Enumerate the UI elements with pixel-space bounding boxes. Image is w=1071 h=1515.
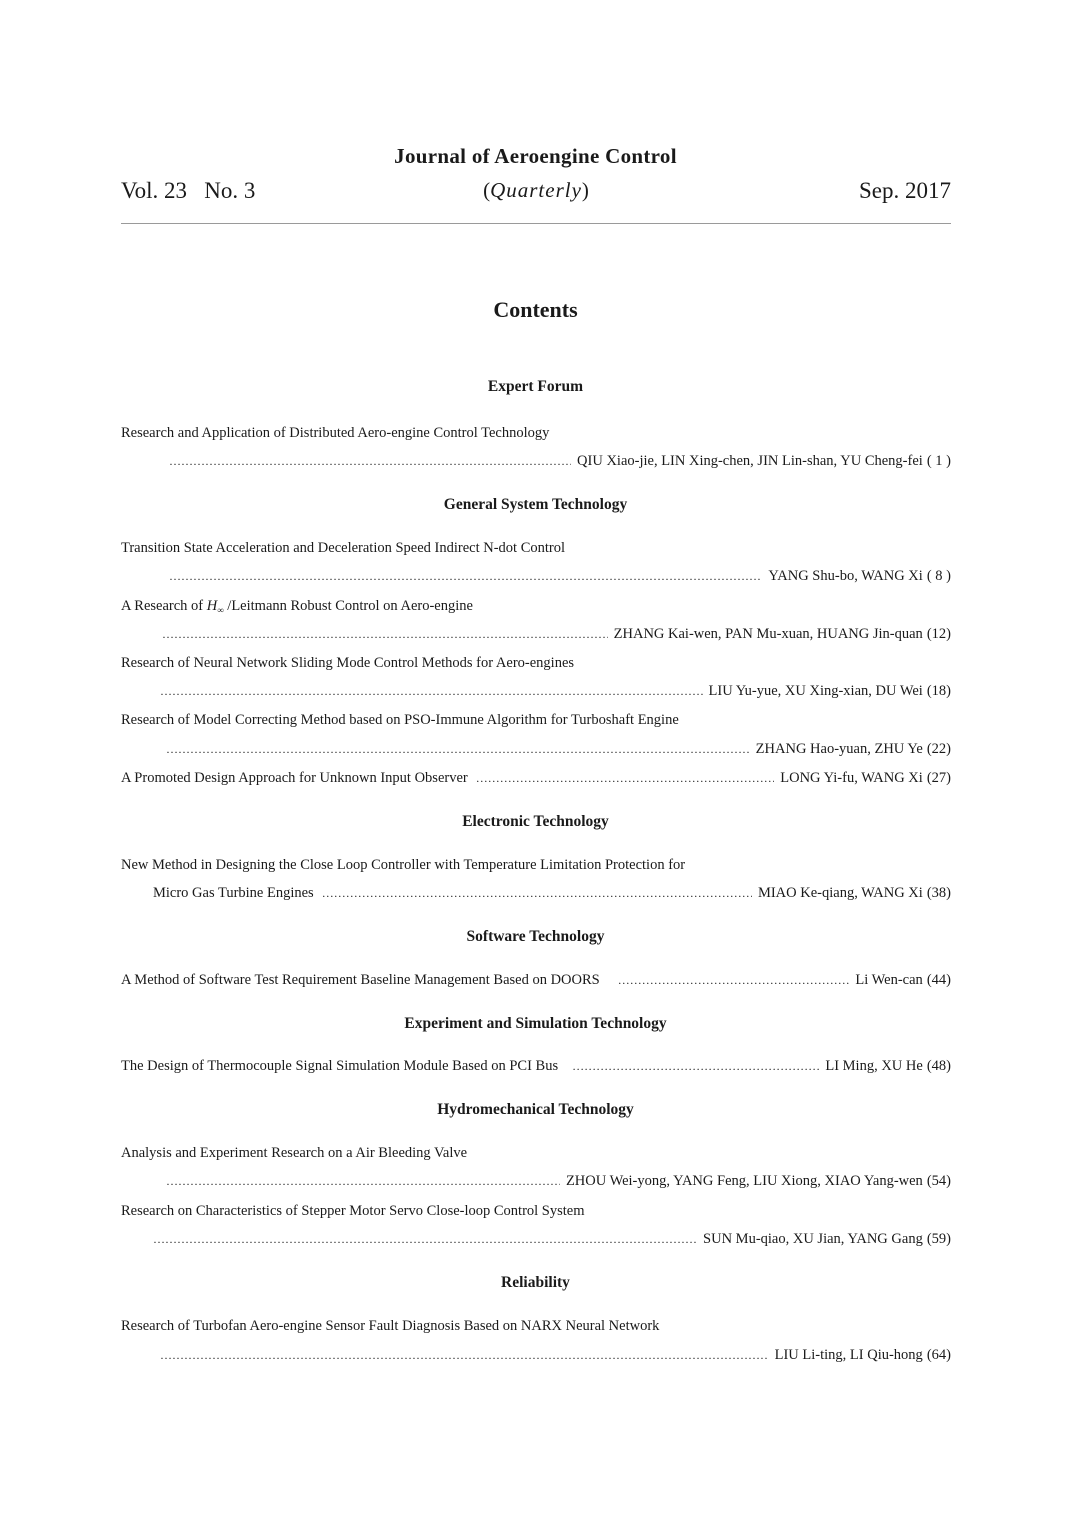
toc-entry[interactable] bbox=[121, 770, 951, 790]
journal-title: Journal of Aeroengine Control bbox=[394, 144, 677, 168]
leader-dots bbox=[166, 742, 750, 757]
page-number: ( 48 ) bbox=[923, 1058, 951, 1075]
leader-dots bbox=[322, 886, 752, 901]
article-authors: LONG Yi-fu, WANG Xi bbox=[780, 770, 923, 786]
frequency-label: Quarterly bbox=[490, 178, 582, 202]
article-authors: ZHANG Kai-wen, PAN Mu-xuan, HUANG Jin-quan bbox=[613, 626, 923, 642]
toc-entry[interactable] bbox=[169, 568, 951, 588]
section-heading: Experiment and Simulation Technology bbox=[404, 1015, 667, 1032]
leader-dots bbox=[160, 1348, 769, 1363]
page-number: ( 18 ) bbox=[923, 683, 951, 700]
article-authors: MIAO Ke-qiang, WANG Xi bbox=[757, 885, 923, 901]
page-number: ( 1 ) bbox=[923, 453, 951, 470]
section-heading: Reliability bbox=[501, 1274, 570, 1291]
toc-entry[interactable] bbox=[166, 741, 951, 761]
page-number: ( 38 ) bbox=[923, 885, 951, 902]
article-title-continued: Micro Gas Turbine Engines bbox=[153, 885, 314, 901]
page-number: ( 54 ) bbox=[923, 1173, 951, 1190]
section-heading: Software Technology bbox=[466, 928, 605, 945]
article-authors: LIU Yu-yue, XU Xing-xian, DU Wei bbox=[708, 683, 923, 699]
page-number: ( 27 ) bbox=[923, 770, 951, 787]
toc-entry[interactable] bbox=[160, 683, 951, 703]
article-title[interactable]: Research of Turbofan Aero-engine Sensor Fault Diagnosis Based on NARX Neural Network bbox=[121, 1318, 660, 1334]
article-title[interactable]: Research of Neural Network Sliding Mode Control Methods for Aero-engines bbox=[121, 655, 575, 671]
title-part: A Research of bbox=[121, 598, 207, 614]
title-part: /Leitmann Robust Control on Aero-engine bbox=[223, 598, 473, 614]
page-number: ( 8 ) bbox=[923, 568, 951, 585]
article-title[interactable]: Analysis and Experiment Research on a Air Bleeding Valve bbox=[121, 1145, 468, 1161]
page-number: ( 64 ) bbox=[923, 1347, 951, 1364]
page-number: ( 59 ) bbox=[923, 1231, 951, 1248]
leader-dots bbox=[162, 627, 608, 642]
issue: No. 3 bbox=[204, 178, 256, 203]
article-authors: LI Ming, XU He bbox=[825, 1058, 923, 1074]
article-title[interactable]: Research of Model Correcting Method based on PSO-Immune Algorithm for Turboshaft Engine bbox=[121, 712, 679, 728]
leader-dots bbox=[572, 1059, 819, 1074]
page-number: ( 44 ) bbox=[923, 972, 951, 989]
leader-dots bbox=[169, 569, 762, 584]
leader-dots bbox=[166, 1174, 560, 1189]
frequency: (Quarterly) bbox=[483, 178, 589, 202]
leader-dots bbox=[476, 771, 775, 786]
issue-date: Sep. 2017 bbox=[859, 178, 951, 203]
article-title[interactable]: Research and Application of Distributed Aero-engine Control Technology bbox=[121, 425, 550, 441]
toc-entry[interactable] bbox=[160, 1347, 951, 1367]
article-title[interactable]: Research on Characteristics of Stepper Motor Servo Close-loop Control System bbox=[121, 1203, 585, 1219]
toc-entry[interactable] bbox=[121, 1058, 951, 1078]
header-rule bbox=[121, 223, 951, 224]
article-authors: ZHANG Hao-yuan, ZHU Ye bbox=[755, 741, 923, 757]
volume: Vol. 23 bbox=[121, 178, 188, 203]
contents-heading: Contents bbox=[493, 297, 578, 322]
toc-entry[interactable] bbox=[166, 1173, 951, 1193]
leader-dots bbox=[169, 454, 571, 469]
leader-dots bbox=[160, 684, 703, 699]
leader-dots bbox=[153, 1232, 697, 1247]
toc-entry[interactable] bbox=[153, 1231, 951, 1251]
page-number: ( 22 ) bbox=[923, 741, 951, 758]
leader-dots bbox=[618, 973, 850, 988]
article-authors: YANG Shu-bo, WANG Xi bbox=[768, 568, 923, 584]
math-symbol: H bbox=[206, 598, 218, 614]
article-authors: Li Wen-can bbox=[855, 972, 923, 988]
page-number: ( 12 ) bbox=[923, 626, 951, 643]
article-title: A Promoted Design Approach for Unknown Input Observer bbox=[121, 770, 468, 786]
article-authors: ZHOU Wei-yong, YANG Feng, LIU Xiong, XIAO Yang-wen bbox=[565, 1173, 923, 1189]
article-authors: LIU Li-ting, LI Qiu-hong bbox=[774, 1347, 923, 1363]
article-title[interactable]: Transition State Acceleration and Deceleration Speed Indirect N-dot Control bbox=[121, 540, 566, 556]
masthead bbox=[121, 178, 951, 208]
section-heading: Hydromechanical Technology bbox=[437, 1101, 634, 1118]
article-title: The Design of Thermocouple Signal Simulation Module Based on PCI Bus bbox=[121, 1058, 559, 1074]
toc-entry[interactable] bbox=[162, 626, 951, 646]
article-title: A Method of Software Test Requirement Baseline Management Based on DOORS bbox=[121, 972, 600, 988]
math-subscript: ∞ bbox=[217, 605, 224, 615]
section-heading: Expert Forum bbox=[487, 378, 584, 395]
article-title[interactable] bbox=[121, 598, 951, 615]
section-heading: Electronic Technology bbox=[462, 813, 609, 830]
toc-entry[interactable] bbox=[169, 453, 951, 473]
toc-entry[interactable] bbox=[153, 885, 951, 905]
section-heading: General System Technology bbox=[443, 496, 628, 513]
article-authors: QIU Xiao-jie, LIN Xing-chen, JIN Lin-shan, YU Cheng-fei bbox=[577, 453, 923, 469]
article-authors: SUN Mu-qiao, XU Jian, YANG Gang bbox=[703, 1231, 923, 1247]
toc-entry[interactable] bbox=[121, 972, 951, 992]
article-title[interactable]: New Method in Designing the Close Loop Controller with Temperature Limitation Protection for bbox=[121, 857, 686, 873]
